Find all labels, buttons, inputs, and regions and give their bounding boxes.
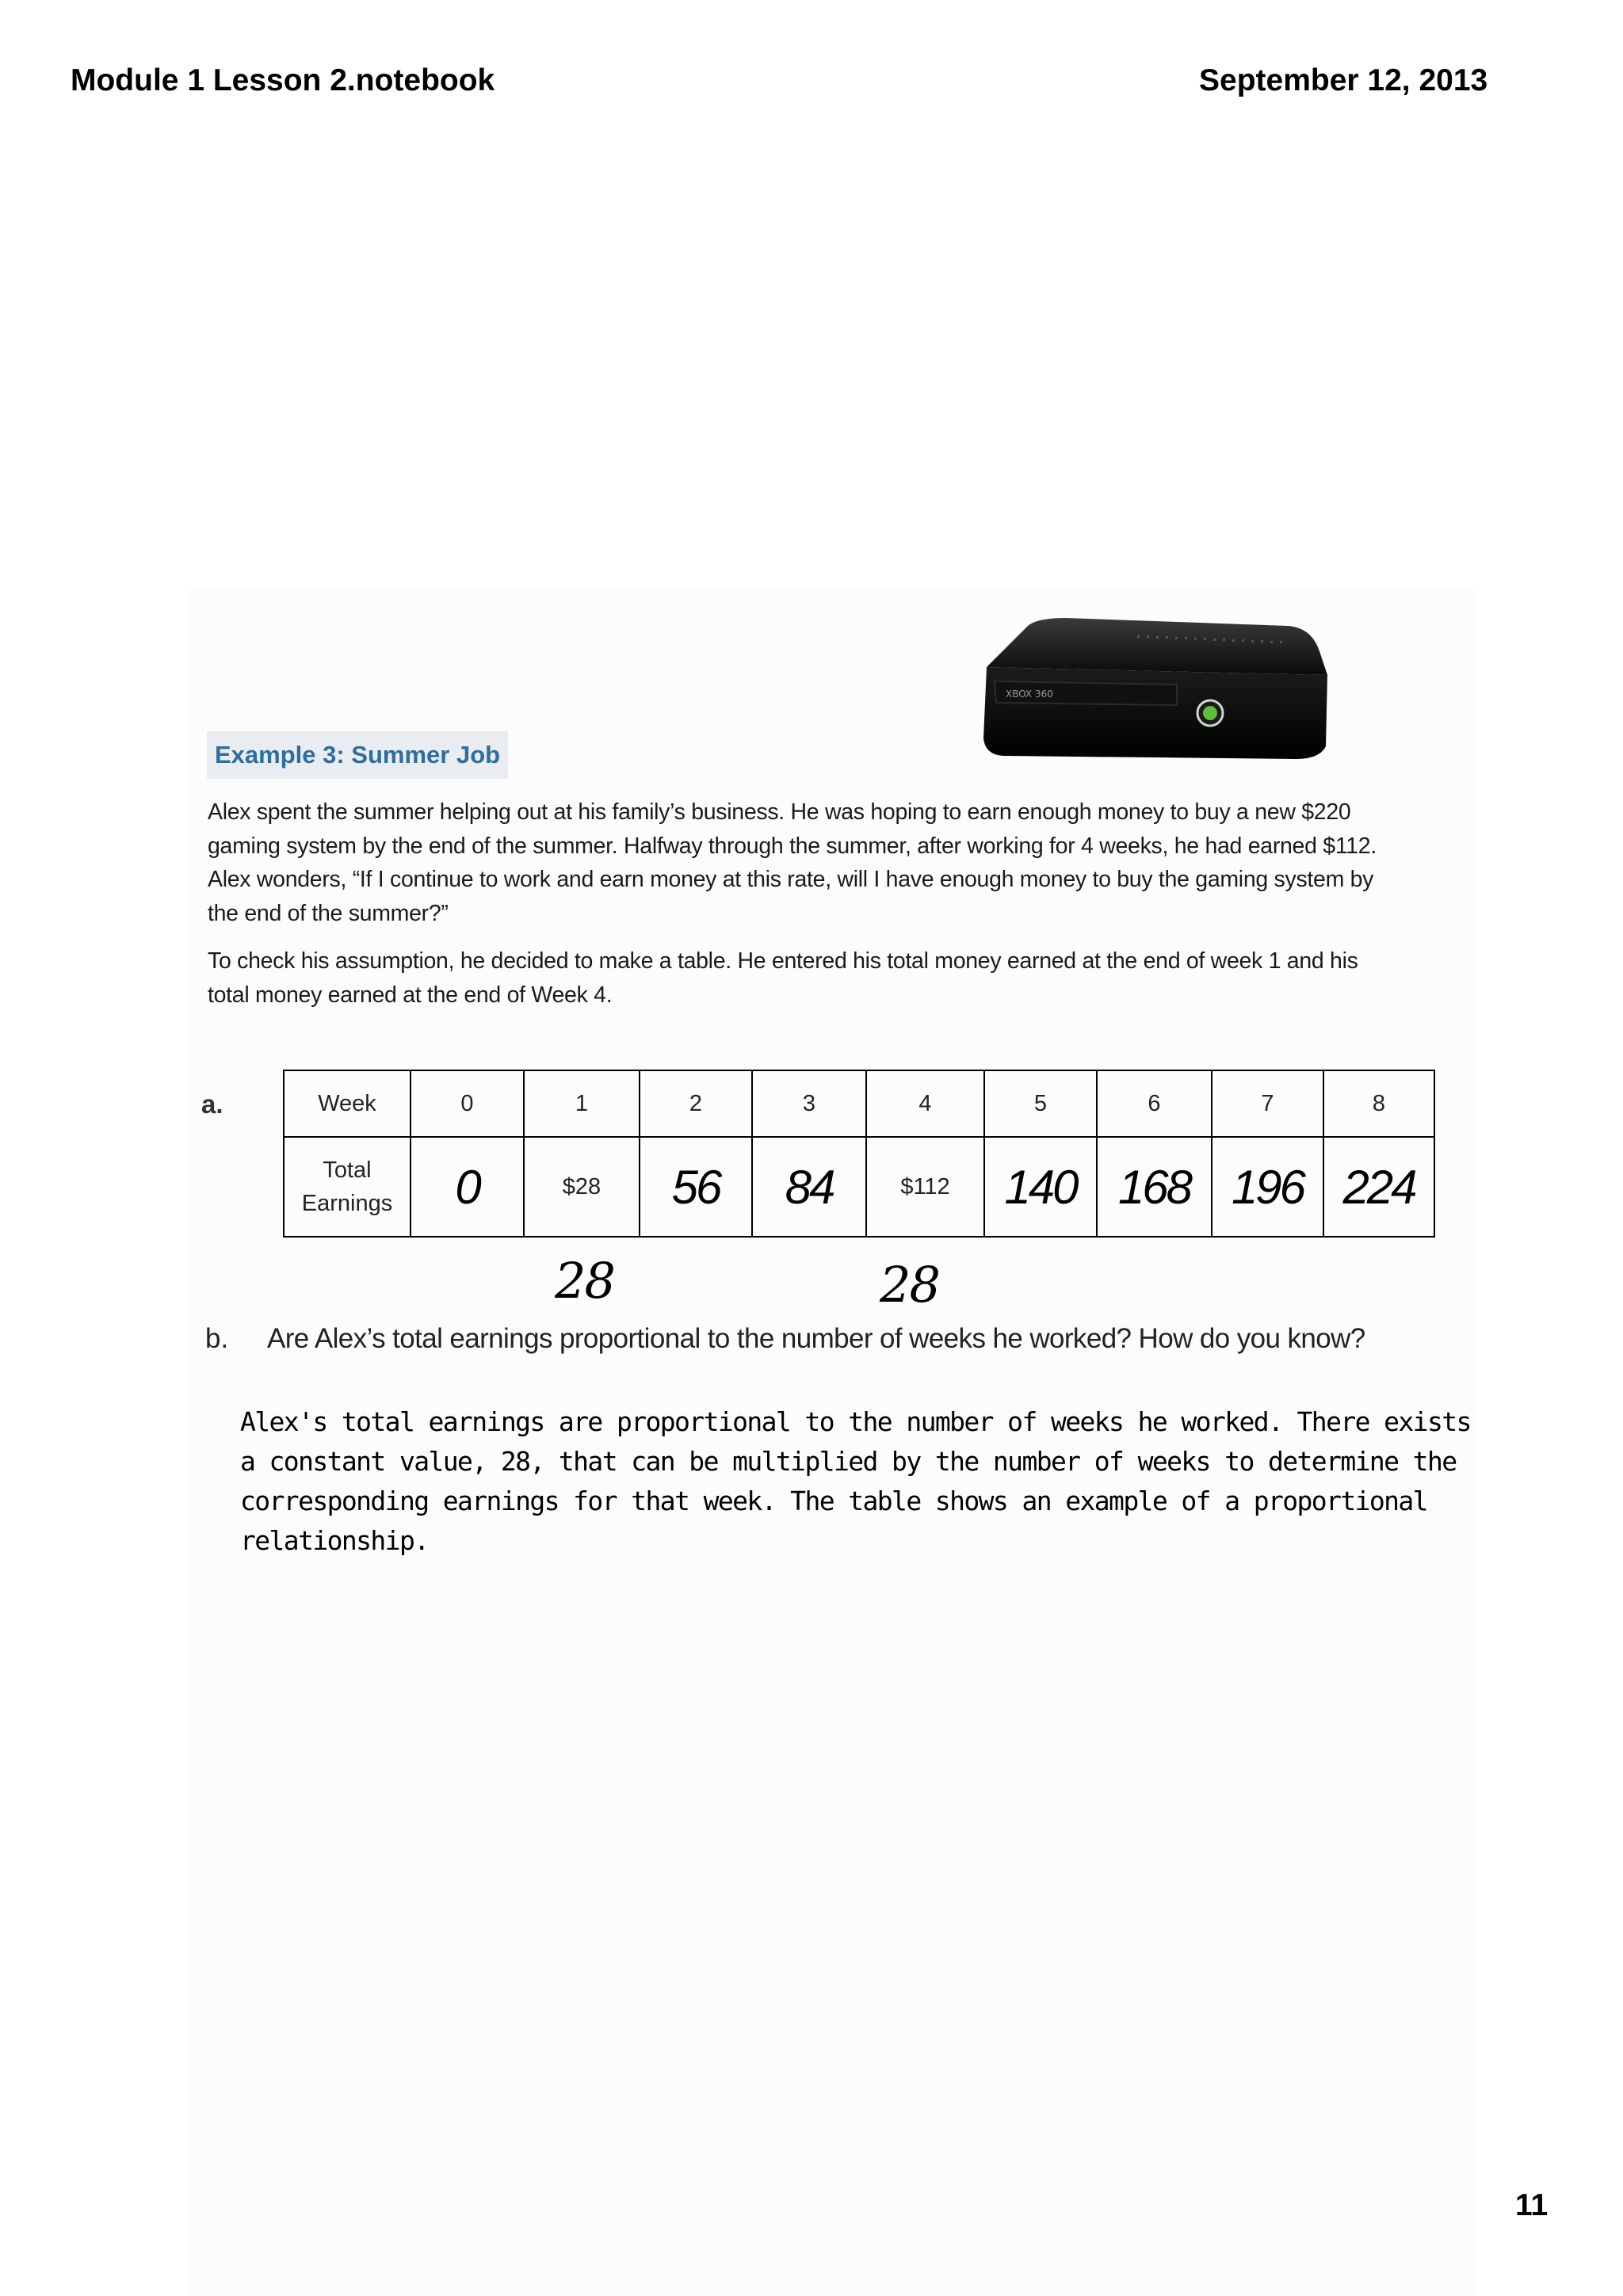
console-brand-text: XBOX 360 bbox=[1006, 688, 1053, 700]
week-cell: 7 bbox=[1212, 1070, 1323, 1137]
week-cell: 6 bbox=[1097, 1070, 1212, 1137]
earnings-cell-handwritten: 224 bbox=[1323, 1137, 1434, 1237]
week-cell: 0 bbox=[411, 1070, 524, 1137]
week-cell: 5 bbox=[984, 1070, 1097, 1137]
earnings-cell-handwritten: 168 bbox=[1097, 1137, 1212, 1237]
game-console-icon bbox=[979, 612, 1331, 764]
notebook-title: Module 1 Lesson 2.notebook bbox=[71, 63, 495, 97]
table-row-week bbox=[284, 1070, 1434, 1137]
earnings-cell: $28 bbox=[524, 1137, 640, 1237]
week-cell: 8 bbox=[1323, 1070, 1434, 1137]
part-b-label: b. bbox=[205, 1323, 229, 1354]
earnings-table bbox=[283, 1070, 1435, 1238]
earnings-cell-handwritten: 56 bbox=[640, 1137, 752, 1237]
earnings-table-wrapper bbox=[283, 1070, 1435, 1238]
paragraph-line: the end of the summer?” bbox=[208, 900, 449, 926]
answer-line: a constant value, 28, that can be multiplied by the number of weeks to determine the bbox=[240, 1446, 1457, 1477]
page-date: September 12, 2013 bbox=[1199, 63, 1488, 97]
earnings-cell-handwritten: 84 bbox=[752, 1137, 866, 1237]
week-cell: 3 bbox=[752, 1070, 866, 1137]
row-header-week: Week bbox=[284, 1070, 411, 1137]
paragraph-line: Alex spent the summer helping out at his family’s business. He was hoping to earn enough money to buy a new $220 bbox=[208, 799, 1351, 825]
row-header-earnings: Total Earnings bbox=[284, 1137, 411, 1237]
paragraph-line: Alex wonders, “If I continue to work and earn money at this rate, will I have enough money to buy the gaming system by bbox=[208, 867, 1374, 892]
week-cell: 1 bbox=[524, 1070, 640, 1137]
earnings-cell: $112 bbox=[866, 1137, 984, 1237]
answer-line: corresponding earnings for that week. The table shows an example of a proportional bbox=[240, 1486, 1427, 1516]
example-paragraph-1 bbox=[208, 795, 1476, 930]
paragraph-line: total money earned at the end of Week 4. bbox=[208, 982, 613, 1008]
example-paragraph-2 bbox=[208, 944, 1476, 1012]
earnings-cell-handwritten: 196 bbox=[1212, 1137, 1323, 1237]
handwritten-rate-note: 28 bbox=[880, 1256, 939, 1314]
part-a-label: a. bbox=[201, 1089, 223, 1119]
part-b-question: Are Alex’s total earnings proportional to the number of weeks he worked? How do you know? bbox=[267, 1323, 1365, 1354]
example-title: Example 3: Summer Job bbox=[207, 731, 508, 779]
answer-line: Alex's total earnings are proportional to the number of weeks he worked. There exists bbox=[240, 1406, 1471, 1437]
earnings-cell-handwritten: 140 bbox=[984, 1137, 1097, 1237]
handwritten-rate-note: 28 bbox=[555, 1252, 614, 1310]
answer-line: relationship. bbox=[240, 1525, 429, 1556]
earnings-cell-handwritten: 0 bbox=[411, 1137, 524, 1237]
week-cell: 4 bbox=[866, 1070, 984, 1137]
week-cell: 2 bbox=[640, 1070, 752, 1137]
typed-answer bbox=[240, 1402, 1476, 1561]
page-number: 11 bbox=[1515, 2188, 1549, 2222]
table-row-earnings bbox=[284, 1137, 1434, 1237]
paragraph-line: To check his assumption, he decided to make a table. He entered his total money earned at the end of week 1 and his bbox=[208, 948, 1358, 974]
paragraph-line: gaming system by the end of the summer. Halfway through the summer, after working for 4 weeks, he had earned $112. bbox=[208, 833, 1377, 859]
